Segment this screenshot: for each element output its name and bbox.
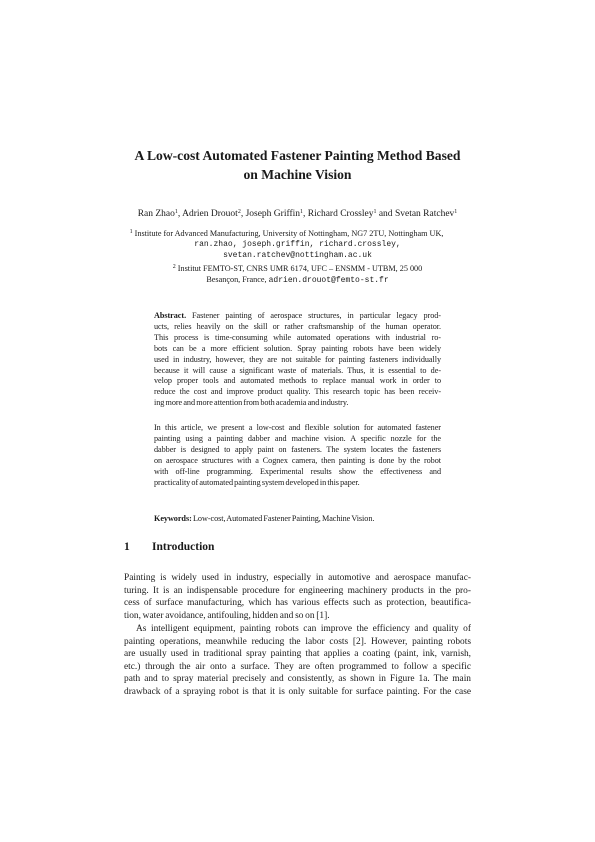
affiliation-mark: 1 (129, 229, 133, 235)
abstract-paragraph-2 (154, 423, 441, 488)
author-affiliation-mark: 1 (300, 209, 304, 215)
affiliation-2 (110, 263, 485, 286)
abstract-line: practicality of automated painting system developed in this paper. (154, 477, 360, 487)
abstract-line: dabber is designed to apply paint on fasteners. The system locates the fasteners (154, 444, 441, 454)
keywords-label: Keywords: (154, 514, 192, 523)
abstract-label: Abstract. (154, 311, 187, 320)
author-separator: , (177, 209, 183, 219)
abstract-line: used in industry, however, they are not suitable for painting fasteners individually (154, 354, 441, 364)
author-separator: , (240, 209, 246, 219)
abstract-line: ucts, relies heavily on the skill or rather craftsmanship of the human operator. (154, 321, 441, 331)
title-line-2: on Machine Vision (243, 167, 352, 182)
affiliation-text: Institute for Advanced Manufacturing, University of Nottingham, NG7 2TU, Nottingham UK, (134, 229, 444, 238)
body-line: As intelligent equipment, painting robots can improve the efficiency and quality of (136, 624, 471, 634)
affiliation-mark: 2 (172, 264, 176, 270)
section-number: 1 (124, 541, 130, 553)
section-heading (124, 541, 214, 553)
body-line: path and to spray material precisely and consistently, as shown in Figure 1a. The main (124, 674, 471, 685)
abstract-line: because it will cause a significant waste of materials. Thus, it is essential to de- (154, 365, 441, 375)
abstract-line: This process is time-consuming while automated operations with industrial ro- (154, 332, 441, 342)
author-affiliation-mark: 2 (237, 209, 241, 215)
abstract-line: with off-line programming. Experimental results show the effectiveness and (154, 466, 441, 476)
abstract-line: ing more and more attention from both academia and industry. (154, 398, 349, 408)
author-separator: and (376, 209, 395, 219)
author-name: Adrien Drouot (182, 209, 238, 219)
author-name: Joseph Griffin (245, 209, 301, 219)
section-title: Introduction (152, 541, 215, 553)
author-email-domain[interactable]: svetan.ratchev@nottingham.ac.uk (223, 251, 372, 261)
body-line: turing. It is an indispensable procedure for engineering machinery products in the pro- (124, 585, 471, 596)
abstract-line: In this article, we present a low-cost and flexible solution for automated fastener (154, 423, 441, 432)
author-affiliation-mark: 1 (454, 209, 458, 215)
author-emails[interactable]: ran.zhao, joseph.griffin, richard.crossley, (194, 240, 401, 250)
affiliation-location: Besançon, France, (206, 275, 269, 285)
author-name: Svetan Ratchev (394, 209, 455, 219)
abstract-line: on aerospace structures with a Cognex camera, then painting is done by the robot (154, 455, 441, 465)
author-email[interactable]: adrien.drouot@femto-st.fr (268, 276, 389, 286)
author-name: Richard Crossley (307, 209, 374, 219)
abstract-line: reduce the cost and improve product quality. This research topic has been receiv- (154, 387, 441, 397)
author-affiliation-mark: 1 (373, 209, 377, 215)
body-line: Painting is widely used in industry, especially in automotive and aerospace manufac- (124, 573, 471, 583)
author-list (60, 208, 535, 221)
affiliation-1 (110, 228, 485, 262)
paper-title (80, 146, 515, 184)
affiliation-text: Institut FEMTO-ST, CNRS UMR 6174, UFC – ENSMM - UTBM, 25 000 (177, 264, 423, 273)
body-line: are usually used in traditional spray painting that applies a coating (paint, ink, varnish, (124, 649, 471, 660)
abstract-line: painting using a painting dabber and machine vision. A specific nozzle for the (154, 433, 441, 443)
author-separator: , (303, 209, 308, 219)
title-line-1: A Low-cost Automated Fastener Painting Method Based (134, 148, 461, 163)
author-name: Ran Zhao (137, 209, 175, 219)
body-line: drawback of a spraying robot is that it is only suitable for surface painting. For the case (124, 686, 471, 697)
abstract-line: Fastener painting of aerospace structures, in particular legacy prod- (186, 311, 441, 320)
body-line: cess of surface manufacturing, which has various effects such as protection, beautifica- (124, 598, 471, 609)
body-line: tion, water avoidance, antifouling, hidden and so on [1]. (124, 610, 330, 621)
abstract-line: velop proper tools and automated methods to replace manual work in order to (154, 376, 441, 386)
keywords (154, 514, 441, 525)
body-line: etc.) through the air onto a surface. They are often programmed to follow a specific (124, 661, 471, 672)
keywords-text: Low-cost, Automated Fastener Painting, Machine Vision. (191, 514, 375, 523)
intro-paragraph-2 (124, 623, 471, 699)
intro-paragraph-1 (124, 572, 471, 622)
abstract-paragraph-1 (154, 311, 441, 409)
body-line: painting operations, meanwhile reducing the labor costs [2]. However, painting robots (124, 636, 471, 647)
abstract-line: bots can be a more efficient solution. Spray painting robots have been widely (154, 343, 441, 353)
author-affiliation-mark: 1 (174, 209, 178, 215)
